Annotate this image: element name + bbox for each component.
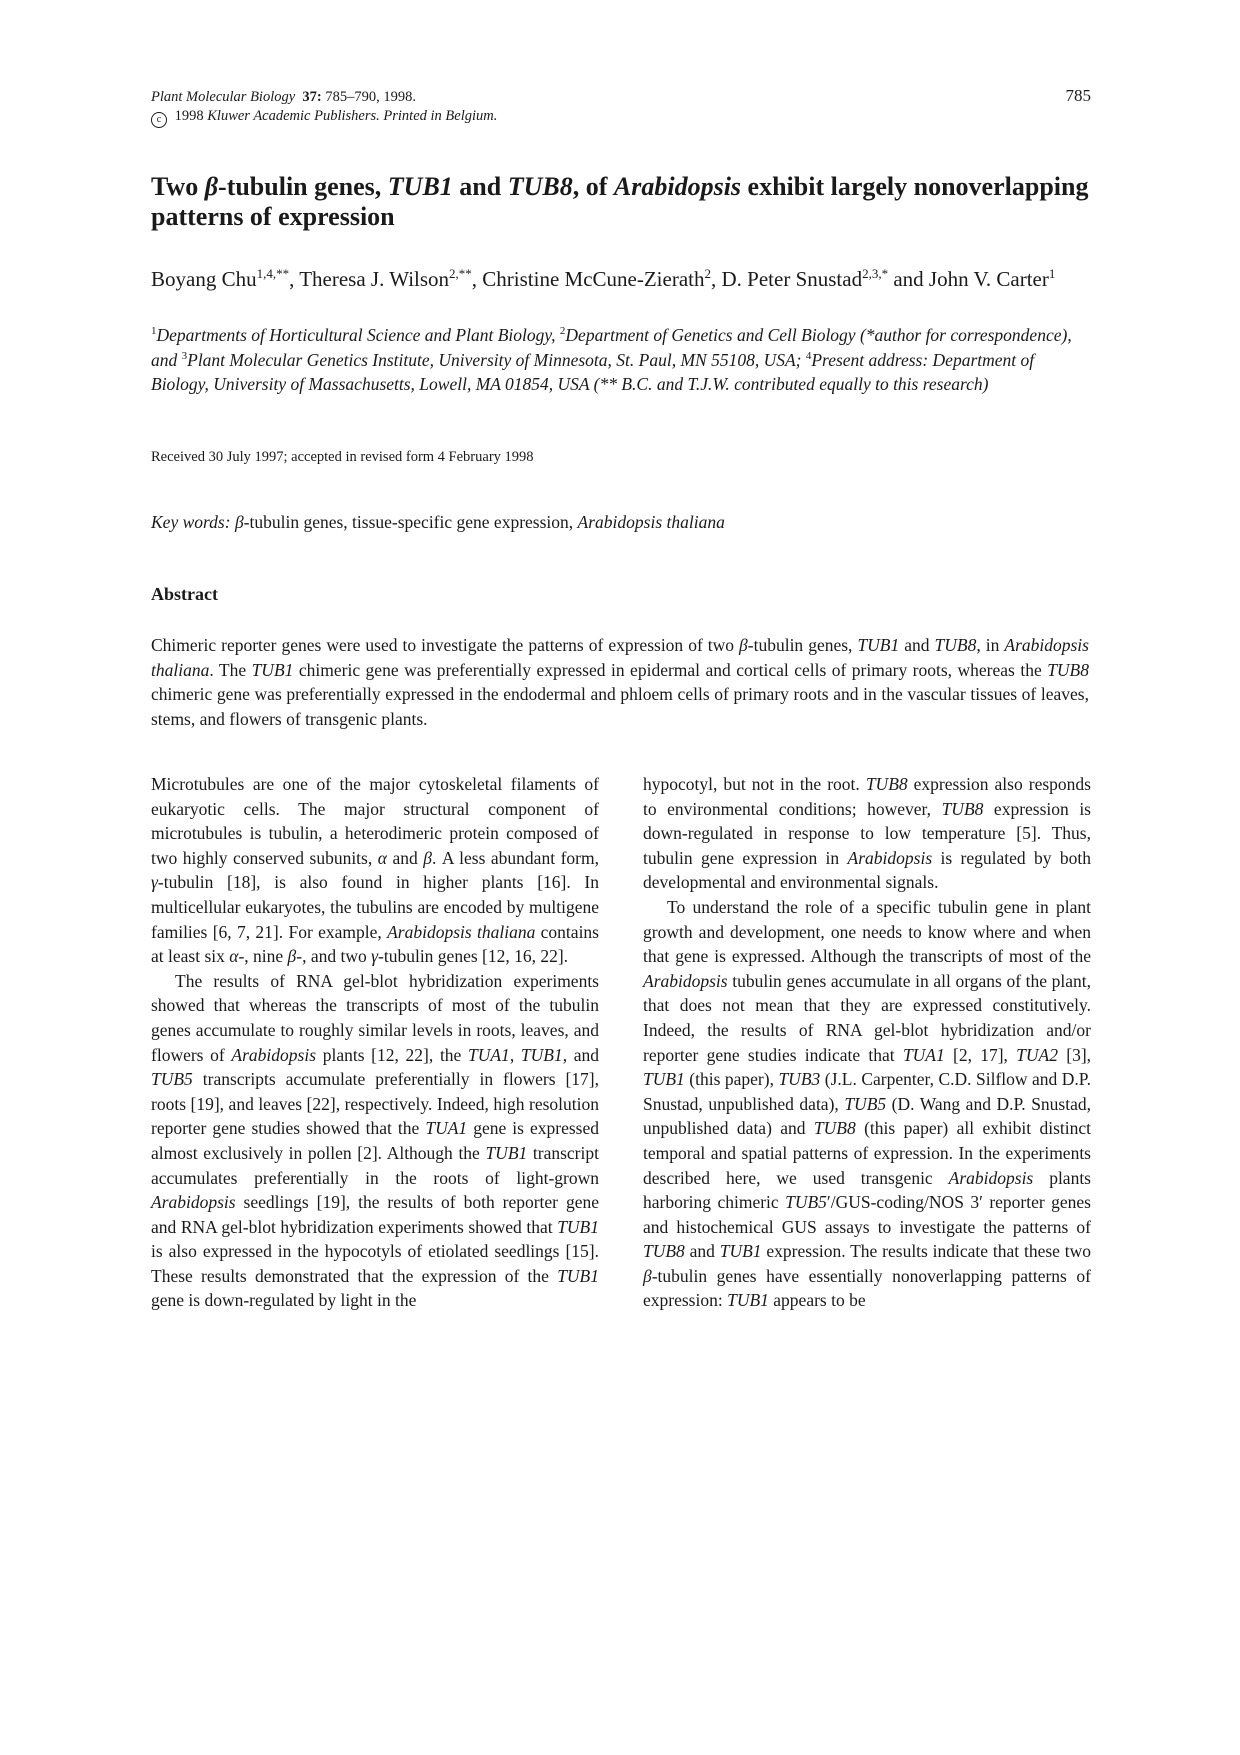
author-list-text: , Christine McCune-Zierath bbox=[471, 267, 705, 291]
author-list-superscript: 1,4,** bbox=[256, 266, 290, 281]
running-head bbox=[151, 88, 1091, 128]
affiliations-text: Department of Genetics and Cell Biology (*author for correspondence), and bbox=[151, 325, 1072, 370]
abstract-text-italic: TUB8 bbox=[1047, 659, 1089, 680]
body-paragraph-text: gene is expressed almost exclusively in pollen [2]. Although the bbox=[151, 1118, 599, 1163]
body-paragraph-text: and bbox=[386, 847, 424, 868]
abstract-text-italic: TUB8 bbox=[934, 635, 977, 655]
body-paragraph-text: . A less abundant form, bbox=[432, 847, 599, 868]
body-paragraph-text: tubulin genes accumulate in all organs of the plant, that does not mean that they are expressed constitutively. Indeed, the results of RNA gel-blot hybridization and/or reporter gene studies indicate that bbox=[643, 970, 1091, 1065]
author-list-superscript: 2,3,* bbox=[862, 266, 889, 281]
body-paragraph-text: -tubulin [18], is also found in higher plants [16]. In multicellular eukaryotes, the tubulins are encoded by multigene families [6, 7, 21]. For example, bbox=[151, 872, 599, 942]
body-paragraph-text: (this paper), bbox=[684, 1069, 779, 1090]
body-paragraph-text: (D. Wang and D.P. Snustad, unpublished data) and bbox=[643, 1093, 1091, 1139]
author-list bbox=[151, 265, 1091, 293]
author-list-superscript: 1 bbox=[1048, 266, 1056, 281]
paper-title bbox=[151, 172, 1091, 232]
body-paragraph-italic: β bbox=[643, 1265, 652, 1286]
paper-title-text: Two bbox=[151, 172, 205, 201]
body-paragraph-italic: TUB8 bbox=[941, 798, 984, 819]
affiliations-superscript: 2 bbox=[559, 325, 566, 338]
abstract-text-text: , in bbox=[976, 635, 1005, 655]
affiliations-text: Departments of Horticultural Science and Plant Biology, bbox=[156, 325, 560, 345]
keywords-italic: Key words: bbox=[151, 512, 235, 532]
body-paragraph-text: (J.L. Carpenter, C.D. Silflow and D.P. Snustad, unpublished data), bbox=[643, 1069, 1091, 1114]
received-date: Received 30 July 1997; accepted in revised form 4 February 1998 bbox=[151, 449, 534, 465]
affiliations bbox=[151, 323, 1091, 397]
abstract-text-italic: Arabidopsis thaliana bbox=[151, 635, 1089, 680]
body-paragraph-italic: TUA1 bbox=[468, 1044, 510, 1065]
affiliations-superscript: 4 bbox=[805, 349, 812, 362]
body-paragraph-text: expression also responds to environmental conditions; however, bbox=[643, 774, 1091, 819]
abstract-text-text: and bbox=[899, 635, 935, 655]
body-paragraph-italic: TUB8 bbox=[865, 774, 908, 794]
keywords-italic: Arabidopsis thaliana bbox=[577, 512, 725, 532]
body-paragraph-text: gene is down-regulated by light in the bbox=[151, 1290, 417, 1311]
affiliations-text: Plant Molecular Genetics Institute, University of Minnesota, St. Paul, MN 55108, USA; bbox=[187, 349, 806, 370]
body-paragraph-italic: TUA2 bbox=[1016, 1044, 1058, 1065]
body-paragraph-italic: γ bbox=[371, 946, 379, 967]
abstract-text-text: chimeric gene was preferentially expressed in the endodermal and phloem cells of primary roots and in the vascular tissues of leaves, stems, and flowers of transgenic plants. bbox=[151, 684, 1089, 729]
journal-name: Plant Molecular Biology bbox=[151, 89, 296, 105]
body-paragraph-text: , and bbox=[562, 1044, 600, 1065]
body-paragraph-italic: γ bbox=[151, 872, 158, 893]
body-paragraph-text: -, and two bbox=[296, 946, 372, 967]
body-paragraph-text: hypocotyl, but not in the root. bbox=[643, 774, 866, 794]
copyright-line bbox=[151, 107, 1091, 128]
page-number: 785 bbox=[1065, 86, 1091, 105]
copyright-year: 1998 bbox=[171, 108, 208, 124]
affiliations-superscript: 3 bbox=[181, 349, 188, 362]
body-paragraph-italic: TUB1 bbox=[719, 1241, 762, 1262]
author-list-text: , Theresa J. Wilson bbox=[289, 267, 450, 291]
body-paragraph-italic: TUB1 bbox=[557, 1265, 599, 1286]
body-paragraph-italic: Arabidopsis bbox=[847, 847, 933, 868]
body-paragraph-text: and bbox=[684, 1241, 720, 1262]
abstract-text-italic: TUB1 bbox=[251, 659, 294, 680]
body-paragraph-italic: TUA1 bbox=[425, 1118, 468, 1139]
affiliations-superscript: 1 bbox=[151, 325, 157, 338]
body-paragraph bbox=[643, 895, 1091, 1313]
paper-title-text: and bbox=[452, 172, 508, 201]
abstract-text bbox=[151, 633, 1089, 731]
body-paragraph-text: is also expressed in the hypocotyls of etiolated seedlings [15]. These results demonstrated that the expression of the bbox=[151, 1241, 599, 1286]
body-paragraph-text: transcript accumulates preferentially in the roots of light-grown bbox=[151, 1142, 599, 1188]
paper-title-italic: Arabidopsis bbox=[613, 172, 742, 201]
body-paragraph-text: -, nine bbox=[238, 946, 288, 967]
body-paragraph-text: , bbox=[509, 1044, 521, 1065]
body-paragraph-italic: TUB5 bbox=[844, 1093, 887, 1114]
body-paragraph-italic: TUB8 bbox=[813, 1118, 856, 1139]
body-paragraph-text: seedlings [19], the results of both reporter gene and RNA gel-blot hybridization experiments showed that bbox=[151, 1192, 599, 1237]
body-paragraph-italic: TUB8 bbox=[643, 1241, 685, 1262]
abstract-heading: Abstract bbox=[151, 584, 218, 604]
body-paragraph-text: (this paper) all exhibit distinct temporal and spatial patterns of expression. In the experiments described here, we used transgenic bbox=[643, 1118, 1091, 1188]
body-paragraph-text: The results of RNA gel-blot hybridization experiments showed that whereas the transcripts of most of the tubulin genes accumulate to roughly similar levels in roots, leaves, and flowers of bbox=[151, 970, 599, 1065]
paper-title-italic: TUB8 bbox=[507, 172, 573, 201]
body-paragraph bbox=[643, 772, 1091, 895]
body-paragraph-text: Microtubules are one of the major cytoskeletal filaments of eukaryotic cells. The major structural component of microtubules is tubulin, a heterodimeric protein composed of two highly conserved subunits, bbox=[151, 774, 599, 868]
body-paragraph-italic: α bbox=[377, 847, 387, 868]
author-list-superscript: 2,** bbox=[449, 266, 472, 281]
body-paragraph-text: contains at least six bbox=[151, 921, 599, 967]
body-paragraph-text: plants harboring chimeric bbox=[643, 1167, 1091, 1213]
body-paragraph-text: appears to be bbox=[768, 1290, 866, 1311]
abstract-text-text: -tubulin genes, bbox=[747, 635, 858, 655]
body-paragraph-text: -tubulin genes have essentially nonoverlapping patterns of expression: bbox=[643, 1265, 1091, 1311]
body-paragraph-italic: β bbox=[287, 946, 297, 967]
paper-title-text: , of bbox=[572, 172, 614, 201]
paper-title-text: -tubulin genes, bbox=[218, 172, 388, 201]
abstract-text-text: . The bbox=[209, 659, 252, 680]
body-paragraph-text: -tubulin genes [12, 16, 22]. bbox=[378, 946, 569, 967]
keywords-italic: β bbox=[234, 512, 244, 532]
body-paragraph-italic: TUB1 bbox=[643, 1069, 685, 1090]
body-paragraph-text: expression is down-regulated in response to low temperature [5]. Thus, tubulin gene expression in bbox=[643, 798, 1091, 868]
body-paragraph-italic: TUB1 bbox=[727, 1290, 769, 1311]
body-paragraph-italic: TUB1 bbox=[485, 1142, 528, 1163]
body-paragraph bbox=[151, 772, 599, 969]
publisher-text: Kluwer Academic Publishers. Printed in Belgium. bbox=[207, 108, 498, 124]
body-paragraph-text: transcripts accumulate preferentially in flowers [17], roots [19], and leaves [22], respectively. Indeed, high resolution reporter gene studies showed that the bbox=[151, 1069, 599, 1139]
abstract-text-text: Chimeric reporter genes were used to investigate the patterns of expression of two bbox=[151, 635, 740, 655]
keywords-text: -tubulin genes, tissue-specific gene expression, bbox=[243, 512, 578, 532]
journal-citation-line bbox=[151, 88, 1091, 107]
paper-title-text: exhibit largely nonoverlapping patterns of expression bbox=[151, 172, 1089, 231]
body-paragraph-italic: TUB1 bbox=[557, 1216, 599, 1237]
paper-title-italic: β bbox=[204, 172, 219, 201]
body-paragraph-italic: TUB1 bbox=[520, 1044, 563, 1065]
body-paragraph-italic: Arabidopsis bbox=[231, 1044, 317, 1065]
author-list-text: and John V. Carter bbox=[888, 267, 1049, 291]
body-paragraph-italic: TUB5 bbox=[151, 1069, 193, 1090]
body-paragraph-text: plants [12, 22], the bbox=[316, 1044, 468, 1065]
body-paragraph-italic: TUB5 bbox=[785, 1192, 827, 1213]
body-paragraph-text: [3], bbox=[1057, 1044, 1092, 1065]
author-list-text: , D. Peter Snustad bbox=[711, 267, 863, 291]
author-list-text: Boyang Chu bbox=[151, 267, 257, 291]
body-paragraph-italic: Arabidopsis bbox=[643, 970, 728, 991]
body-paragraph-italic: Arabidopsis bbox=[948, 1167, 1034, 1188]
journal-pages: 785–790, 1998. bbox=[321, 89, 417, 105]
author-list-superscript: 2 bbox=[704, 266, 711, 281]
copyright-icon: c bbox=[151, 112, 167, 128]
keywords bbox=[151, 510, 1091, 534]
body-paragraph bbox=[151, 969, 599, 1313]
body-paragraph-italic: Arabidopsis bbox=[151, 1192, 236, 1213]
abstract-text-italic: β bbox=[739, 635, 748, 655]
affiliations-text: Present address: Department of Biology, University of Massachusetts, Lowell, MA 01854, USA (** B.C. and T.J.W. contributed equally to this research) bbox=[151, 349, 1035, 394]
abstract-text-italic: TUB1 bbox=[857, 635, 900, 655]
body-paragraph-italic: Arabidopsis thaliana bbox=[387, 921, 536, 942]
body-paragraph-italic: β bbox=[423, 847, 433, 868]
abstract-text-text: chimeric gene was preferentially expressed in epidermal and cortical cells of primary roots, whereas the bbox=[293, 659, 1048, 680]
body-paragraph-text: expression. The results indicate that these two bbox=[761, 1241, 1091, 1262]
body-paragraph-italic: TUB3 bbox=[778, 1069, 821, 1090]
body-paragraph-text: [2, 17], bbox=[944, 1044, 1017, 1065]
paper-title-italic: TUB1 bbox=[387, 172, 453, 201]
body-column-right bbox=[643, 772, 1091, 1313]
body-paragraph-italic: TUA1 bbox=[902, 1044, 945, 1065]
body-paragraph-italic: α bbox=[229, 946, 239, 967]
body-paragraph-text: To understand the role of a specific tubulin gene in plant growth and development, one needs to know where and when that gene is expressed. Although the transcripts of most of the bbox=[643, 896, 1091, 967]
body-paragraph-text: is regulated by both developmental and environmental signals. bbox=[643, 847, 1092, 893]
journal-volume: 37: bbox=[302, 89, 322, 105]
body-paragraph-text: ′/GUS-coding/NOS 3′ reporter genes and histochemical GUS assays to investigate the patterns of bbox=[643, 1192, 1091, 1237]
body-column-left bbox=[151, 772, 599, 1313]
